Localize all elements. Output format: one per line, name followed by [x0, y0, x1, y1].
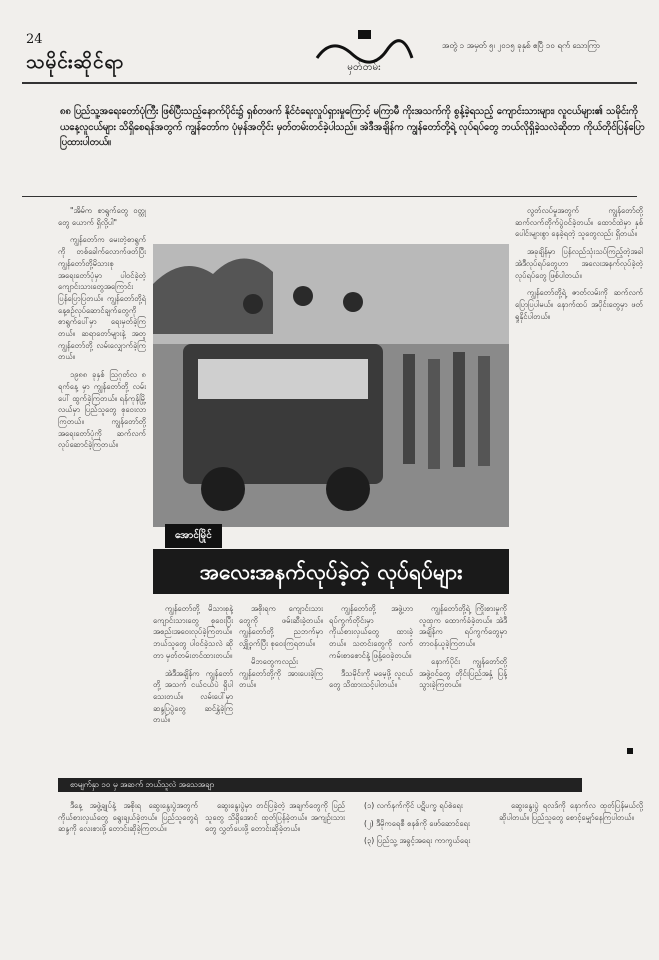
column-right [515, 205, 643, 775]
lead-rule [22, 196, 637, 197]
logo-text: မှတ်တမ်း [347, 62, 381, 73]
body-paragraph: ဆွေးနွေးပွဲမှာ တင်ပြခဲ့တဲ့ အချက်တွေကို ပြည်သူတွေ သိရှိအောင် ထုတ်ပြန်ခဲ့တယ်။ အကျဉ်းသားတွေ လွှတ်ပေးဖို့ တောင်းဆိုခဲ့တယ်။ [205, 801, 345, 834]
body-paragraph: ကျွန်တော်တို့ မိသားစုနဲ့ ကျောင်းသားတွေ စုဝေးပြီး အစည်းအဝေးလုပ်ခဲ့ကြတယ်။ ဘယ်သူတွေ ပါဝင်ခဲ့သလဲ ဆိုတာ မှတ်တမ်းတင်ထားတယ်။ [153, 604, 233, 660]
page-number: 24 [26, 32, 43, 47]
column-4 [329, 603, 413, 773]
list-item: (၁) လက်နက်ကိုင် ပဋိပက္ခ ရပ်စဲရေး [364, 801, 463, 810]
body-paragraph: အခုချိန်မှာ ပြန်လည်သုံးသပ်ကြည့်တဲ့အခါ အဲဒီလုပ်ရပ်တွေဟာ အလေးအနက်လုပ်ခဲ့တဲ့ လုပ်ရပ်တွေ ဖြစ်ပါတယ်။ [515, 247, 643, 280]
byline: အောင်မြိုင် [165, 524, 222, 548]
column-2 [153, 603, 233, 773]
body-paragraph: ဒီသမိုင်းကို မမေ့ဖို့ လူငယ်တွေ သိထားသင့်ပါတယ်။ [329, 668, 413, 690]
body-paragraph: "အိမ်က စာရွက်တွေ ဝတ္ထုတွေ ယောက် ရှိလို့ပါ" [58, 206, 146, 227]
body-paragraph: ၁၉၈၈ ခုနှစ် ဩဂုတ်လ ၈ ရက်နေ့ မှာ ကျွန်တော်တို့ လမ်းပေါ် ထွက်ခဲ့ကြတယ်။ ရန်ကုန်မြို့လယ်မှာ ပြည်သူတွေ စုဝေးလာကြတယ်။ ကျွန်တော်တို့ အရေးတော်ပုံကို ဆက်လက်လုပ်ဆောင်ခဲ့ကြတယ်။ [58, 370, 146, 450]
lead-paragraph: ၈၈ ပြည်သူ့အရေးတော်ပုံကြီး ဖြစ်ပြီးသည့်နောက်ပိုင်း၌ ရှစ်တဖက် နိုင်ငံရေးလှုပ်ရှားမှုကြောင့် မကြာမီ ကိုးအသက်ကို စွန့်ခဲ့ရသည့် ကျောင်းသားများ၊ လူငယ်များ၏ သမိုင်းကို ယနေ့လူငယ်များ သိရှိစေရန်အတွက် ကျွန်တော်က ပုံမှန်အတိုင်း မှတ်တမ်းတင်ခဲ့ပါသည်။ အဲဒီအချိန်က ကျွန်တော်တို့ရဲ့ လုပ်ရပ်တွေ ဘယ်လိုရှိခဲ့သလဲဆိုတာ ကိုယ်တိုင်ပြန်ပြောပြထားပါတယ်။ [60, 106, 645, 148]
dateline: အတွဲ ၁ အမှတ် ၅၊ ၂၀၁၅ ခုနှစ် ဧပြီ ၁၀ ရက် သောကြာ [442, 41, 600, 50]
body-paragraph: ကျွန်တော်တို့ရဲ့ ကြိုးစားမှုကို လူထုက ထောက်ခံခဲ့တယ်။ အဲဒီအချိန်က ရပ်ကွက်တွေမှာ တာဝန်ယူခဲ့ကြတယ်။ [419, 604, 507, 649]
list-item: (၂) ဒီမိုကရေစီ စနစ်ကို ဖော်ဆောင်ရေး [364, 818, 470, 828]
body-paragraph: နောက်ပိုင်း ကျွန်တော်တို့ အဖွဲ့ဝင်တွေ တိုင်းပြည်အနှံ့ ပြန့်သွားခဲ့ကြတယ်။ [419, 656, 507, 690]
box-column-1 [58, 800, 198, 950]
body-paragraph: ကျွန်တော်တို့ အဖွဲ့ဟာ ရပ်ကွက်တိုင်းမှာ ကိုယ်စားလှယ်တွေ ထားခဲ့တယ်။ သတင်းတွေကို လက်ကမ်းစာစောင်နဲ့ ဖြန့်ဝေခဲ့တယ်။ [329, 604, 413, 660]
box-heading: စာမျက်နှာ ၁၀ မှ အဆက် ဘယ်သူလဲ အသေအချာ [58, 778, 582, 792]
section-title: သမိုင်းဆိုင်ရာ [26, 51, 125, 73]
box-column-4 [499, 800, 643, 950]
body-paragraph: ဒီနေ့ အဖွဲ့ချုပ်နဲ့ အစိုးရ ဆွေးနွေးပွဲအတွက် ကိုယ်စားလှယ်တွေ ရွေးချယ်ခဲ့တယ်။ ပြည်သူတွေရဲ့ ဆန္ဒကို လေးစားဖို့ တောင်းဆိုခဲ့ကြတယ်။ [58, 801, 198, 834]
column-5 [419, 603, 507, 773]
body-paragraph: ကျွန်တော်တို့ရဲ့ ဇာတ်လမ်းကို ဆက်လက်ပြောပြပါမယ်။ နောက်ထပ် အပိုင်းတွေမှာ ဖတ်ရှုနိုင်ပါတယ်။ [515, 288, 643, 321]
column-1 [58, 205, 146, 773]
column-3 [239, 603, 323, 773]
page-header [22, 30, 637, 82]
body-paragraph: မိဘတွေကလည်း ကျွန်တော်တို့ကို အားပေးခဲ့ကြတယ်။ [239, 656, 323, 690]
article-headline: အလေးအနက်လုပ်ခဲ့တဲ့ လုပ်ရပ်များ [153, 549, 509, 594]
body-paragraph: လွတ်လပ်မှုအတွက် ကျွန်တော်တို့ ဆက်လက်တိုက်ပွဲဝင်ခဲ့တယ်။ ထောင်ထဲမှာ နှစ်ပေါင်းများစွာ နေခဲ့ရတဲ့ သူတွေလည်း ရှိတယ်။ [515, 206, 643, 239]
body-paragraph: အစိုးရက ကျောင်းသားတွေကို ဖမ်းဆီးခဲ့တယ်။ ကျွန်တော်တို့ ညဘက်မှာ လျှို့ဝှက်ပြီး စုဝေးကြရတယ်။ [239, 604, 323, 649]
end-mark [627, 748, 633, 754]
body-paragraph: အဲဒီအချိန်က ကျွန်တော်တို့ အသက် ငယ်ငယ်ပဲ ရှိပါသေးတယ်။ လမ်းပေါ်မှာ ဆန္ဒပြပွဲတွေ ဆင်နွှဲခဲ့ကြတယ်။ [153, 668, 233, 725]
list-item: (၃) ပြည်သူ့ အခွင့်အရေး ကာကွယ်ရေး [364, 836, 471, 846]
body-paragraph: ဆွေးနွေးပွဲ ရလဒ်ကို နောက်လ ထုတ်ပြန်မယ်လို့ ဆိုပါတယ်။ ပြည်သူတွေ စောင့်မျှော်နေကြပါတယ်။ [499, 801, 643, 822]
box-column-2 [205, 800, 345, 950]
body-paragraph: ကျွန်တော်က မေးတဲ့စာရွက်ကို တစ်ခေါက်လောက်ဖတ်ပြီး ကျွန်တော်တို့မိသားစု အရေးတော်ပုံမှာ ပါဝင်ခဲ့တဲ့ ကျောင်းသားတွေအကြောင်း ပြန်ပြောပြတယ်။ ကျွန်တော်တို့ရဲ့ နေ့စဉ်လုပ်ဆောင်ချက်တွေကို စာရွက်ပေါ်မှာ ရေးမှတ်ခဲ့ကြတယ်။ ဆရာတော်များနဲ့ အတူ ကျွန်တော်တို့ လမ်းလျှောက်ခဲ့ကြတယ်။ [58, 235, 146, 362]
masthead-logo [312, 28, 417, 76]
box-column-3 [352, 800, 492, 950]
header-rule [22, 82, 637, 84]
historic-photo [153, 244, 509, 527]
